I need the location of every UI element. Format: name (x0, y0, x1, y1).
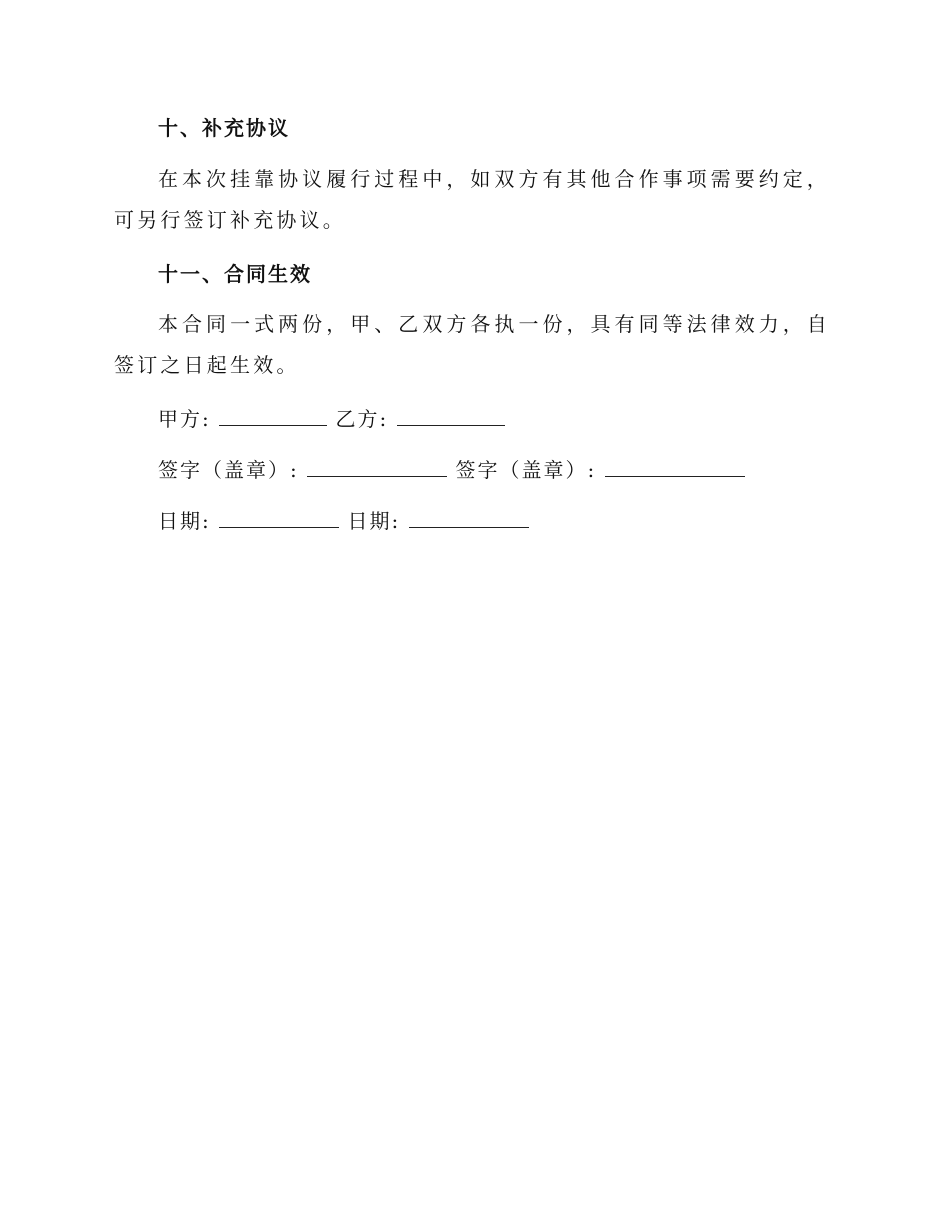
sign-b-label: 签字（盖章）: (455, 458, 597, 482)
section-heading-effectiveness: 十一、合同生效 (158, 262, 312, 286)
sign-a-blank (307, 458, 447, 477)
signature-date-row (158, 509, 529, 533)
date-b-blank (409, 509, 529, 528)
date-b-label: 日期: (347, 509, 401, 533)
signature-party-row (158, 407, 505, 431)
party-b-label: 乙方: (335, 407, 389, 431)
section-text-supplementary: 在本次挂靠协议履行过程中，如双方有其他合作事项需要约定，可另行签订补充协议。 (114, 167, 830, 232)
party-a-blank (219, 407, 327, 426)
sign-b-blank (605, 458, 745, 477)
section-heading-supplementary: 十、补充协议 (158, 116, 290, 140)
party-a-label: 甲方: (158, 407, 211, 431)
signature-seal-row (158, 458, 745, 482)
section-text-effectiveness: 本合同一式两份，甲、乙双方各执一份，具有同等法律效力，自签订之日起生效。 (114, 312, 830, 377)
party-b-blank (397, 407, 505, 426)
sign-a-label: 签字（盖章）: (158, 458, 299, 482)
date-a-label: 日期: (158, 509, 211, 533)
date-a-blank (219, 509, 339, 528)
